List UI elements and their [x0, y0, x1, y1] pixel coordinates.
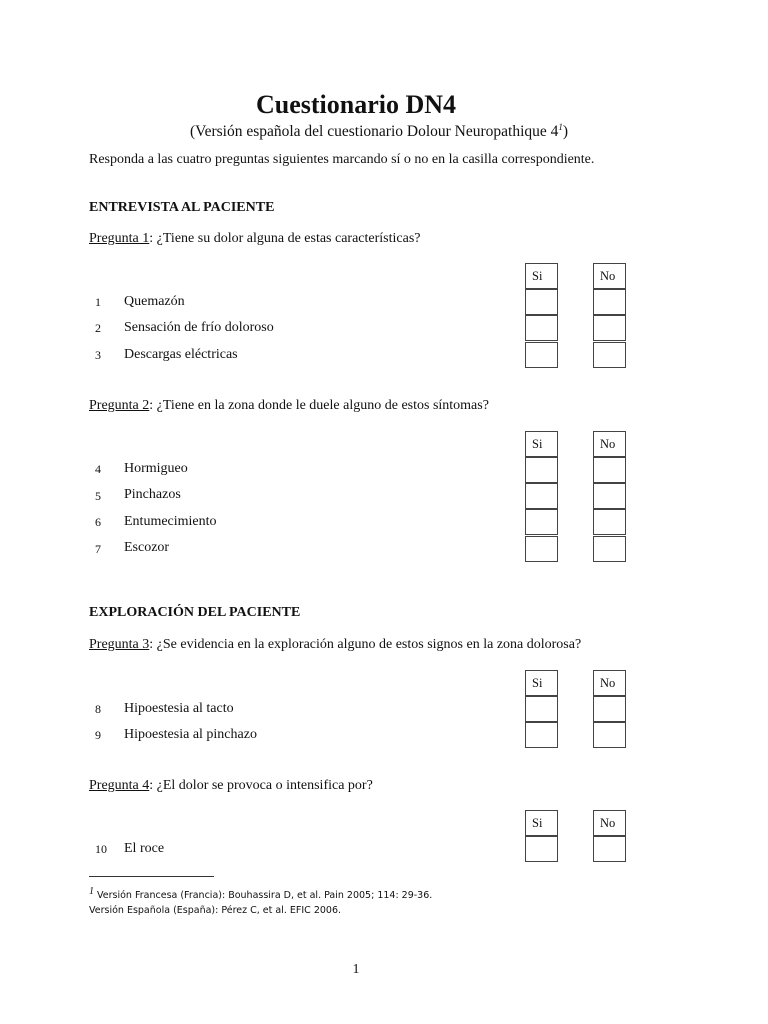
header-si: Si: [525, 810, 558, 836]
item-number: 3: [95, 348, 101, 362]
question-text: : ¿Se evidencia en la exploración alguno de estos signos en la zona dolorosa?: [149, 637, 582, 652]
footnote-divider: [89, 876, 214, 877]
header-si: Si: [525, 263, 558, 289]
page-subtitle: [0, 122, 758, 141]
question-3: [89, 637, 581, 653]
subtitle-text: (Versión española del cuestionario Dolour Neuropathique 4: [189, 123, 559, 141]
header-si: Si: [525, 431, 558, 457]
question-text: : ¿El dolor se provoca o intensifica por?: [149, 778, 373, 793]
checkbox-no-6[interactable]: [593, 509, 626, 535]
item-label: Pinchazos: [124, 487, 181, 502]
section-heading-interview: ENTREVISTA AL PACIENTE: [89, 200, 275, 215]
checkbox-yes-9[interactable]: [525, 722, 558, 748]
checkbox-no-5[interactable]: [593, 483, 626, 509]
header-no: No: [593, 431, 626, 457]
item-number: 2: [95, 321, 101, 335]
footnote-text: Versión Francesa (Francia): Bouhassira D, et al. Pain 2005; 114: 29-36.: [94, 890, 433, 902]
instructions: Responda a las cuatro preguntas siguientes marcando sí o no en la casilla correspondiente.: [89, 152, 595, 167]
item-label: Hipoestesia al tacto: [124, 701, 234, 716]
checkbox-yes-4[interactable]: [525, 457, 558, 483]
question-2: [89, 398, 489, 414]
item-label: Quemazón: [124, 294, 185, 309]
item-label: El roce: [124, 841, 165, 856]
question-text: : ¿Tiene su dolor alguna de estas características?: [149, 231, 421, 246]
footnote-2: Versión Española (España): Pérez C, et al. EFIC 2006.: [89, 905, 342, 916]
checkbox-yes-10[interactable]: [525, 836, 558, 862]
checkbox-yes-3[interactable]: [525, 342, 558, 368]
item-number: 1: [95, 295, 101, 309]
checkbox-no-4[interactable]: [593, 457, 626, 483]
checkbox-yes-6[interactable]: [525, 509, 558, 535]
checkbox-no-7[interactable]: [593, 536, 626, 562]
checkbox-no-9[interactable]: [593, 722, 626, 748]
header-no: No: [593, 810, 626, 836]
item-label: Hipoestesia al pinchazo: [124, 727, 257, 742]
checkbox-no-3[interactable]: [593, 342, 626, 368]
item-number: 6: [95, 515, 101, 529]
question-1: [89, 231, 420, 247]
checkbox-yes-1[interactable]: [525, 289, 558, 315]
item-number: 8: [95, 702, 101, 716]
checkbox-no-8[interactable]: [593, 696, 626, 722]
item-label: Sensación de frío doloroso: [124, 320, 274, 335]
item-label: Descargas eléctricas: [124, 347, 238, 362]
question-label: Pregunta 3: [89, 637, 150, 652]
section-heading-exploration: EXPLORACIÓN DEL PACIENTE: [89, 605, 301, 620]
page-number: 1: [352, 962, 360, 977]
question-label: Pregunta 2: [89, 398, 150, 413]
checkbox-yes-5[interactable]: [525, 483, 558, 509]
footnote-mark: 1: [89, 886, 94, 897]
footnote-1: [89, 886, 432, 901]
subtitle-footnote-mark: 1: [558, 122, 563, 132]
subtitle-close: ): [562, 123, 569, 141]
item-number: 4: [95, 462, 101, 476]
item-label: Escozor: [124, 540, 170, 555]
checkbox-no-10[interactable]: [593, 836, 626, 862]
item-number: 7: [95, 542, 101, 556]
item-label: Entumecimiento: [124, 514, 217, 529]
checkbox-no-1[interactable]: [593, 289, 626, 315]
item-number: 10: [95, 842, 107, 856]
page-title: Cuestionario DN4: [255, 90, 457, 119]
question-label: Pregunta 1: [89, 231, 150, 246]
question-label: Pregunta 4: [89, 778, 150, 793]
checkbox-yes-2[interactable]: [525, 315, 558, 341]
item-label: Hormigueo: [124, 461, 188, 476]
question-4: [89, 778, 373, 794]
checkbox-yes-7[interactable]: [525, 536, 558, 562]
question-text: : ¿Tiene en la zona donde le duele alguno de estos síntomas?: [149, 398, 489, 413]
item-number: 5: [95, 489, 101, 503]
checkbox-yes-8[interactable]: [525, 696, 558, 722]
header-no: No: [593, 670, 626, 696]
item-number: 9: [95, 728, 101, 742]
header-no: No: [593, 263, 626, 289]
header-si: Si: [525, 670, 558, 696]
checkbox-no-2[interactable]: [593, 315, 626, 341]
